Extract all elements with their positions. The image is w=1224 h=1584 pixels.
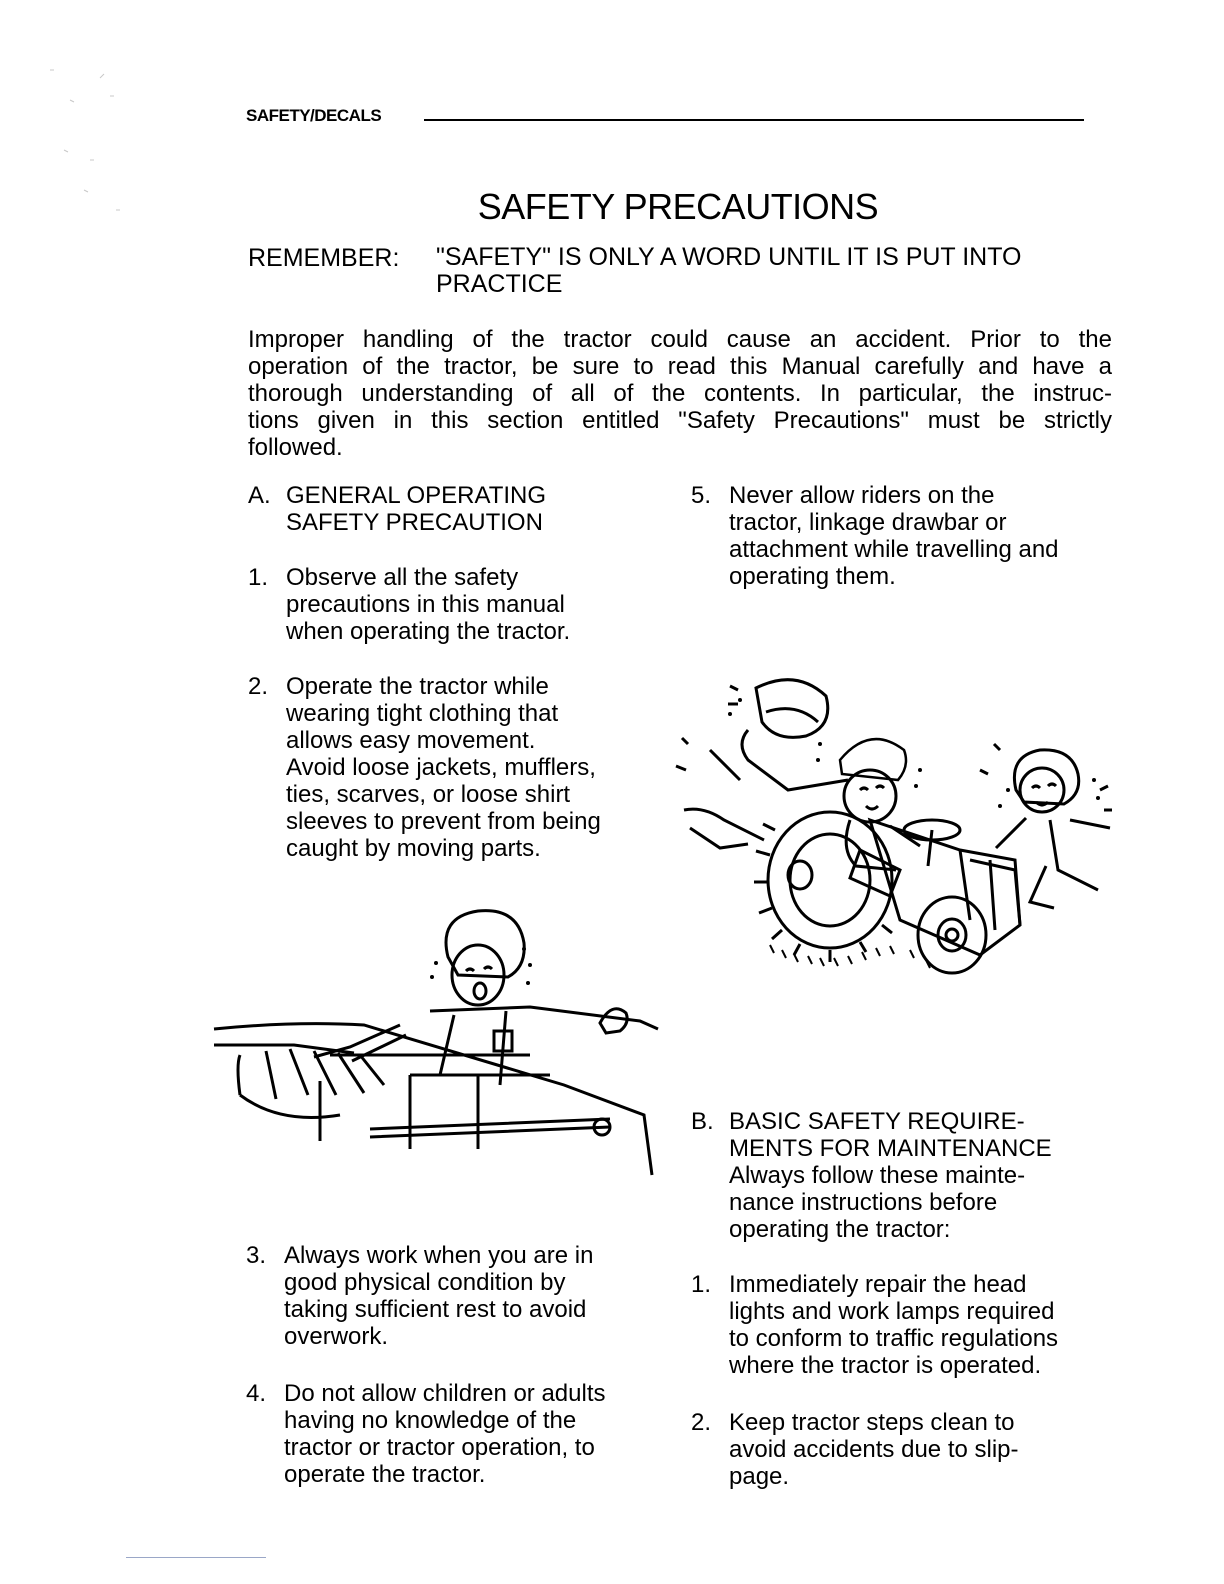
page-title: SAFETY PRECAUTIONS — [477, 186, 879, 227]
bottom-rule — [126, 1557, 266, 1558]
riders-illustration — [670, 670, 1120, 990]
section-header: SAFETY/DECALS — [246, 106, 382, 125]
header-rule — [424, 119, 1084, 121]
remember-text: "SAFETY" IS ONLY A WORD UNTIL IT IS PUT INTO PRACTICE — [436, 243, 1022, 298]
intro-paragraph: Improper handling of the tractor could cause an accident. Prior to the operation of the tractor, be sure to read this Manual carefully and have a thorough understanding of all of the contents. In particular, the instruc- tions given in this section entitled "Safety Precautions" must be strictly followed. — [248, 326, 1112, 461]
remember-label: REMEMBER: — [248, 244, 400, 272]
operator-illustration — [210, 905, 670, 1185]
